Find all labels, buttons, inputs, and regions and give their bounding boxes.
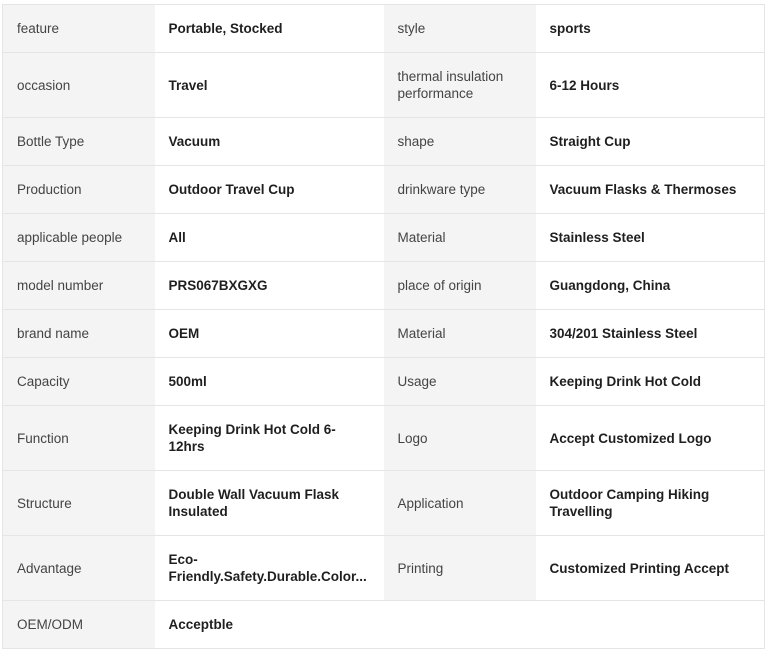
spec-value: Acceptble — [155, 601, 384, 649]
table-row — [3, 471, 765, 536]
spec-value: sports — [536, 5, 765, 53]
table-row — [3, 536, 765, 601]
table-row — [3, 262, 765, 310]
spec-key: Function — [3, 406, 155, 471]
spec-key: place of origin — [384, 262, 536, 310]
spec-key: Advantage — [3, 536, 155, 601]
spec-value: Guangdong, China — [536, 262, 765, 310]
spec-key: brand name — [3, 310, 155, 358]
spec-key: Application — [384, 471, 536, 536]
table-row — [3, 601, 765, 649]
spec-value-line-2: Friendly.Safety.Durable.Color... — [168, 569, 367, 584]
spec-key: feature — [3, 5, 155, 53]
spec-key: shape — [384, 118, 536, 166]
spec-key: Structure — [3, 471, 155, 536]
spec-value: Keeping Drink Hot Cold 6-12hrs — [155, 406, 384, 471]
spec-key: model number — [3, 262, 155, 310]
spec-value: 304/201 Stainless Steel — [536, 310, 765, 358]
spec-value: Double Wall Vacuum Flask Insulated — [155, 471, 384, 536]
table-row — [3, 214, 765, 262]
spec-value: Straight Cup — [536, 118, 765, 166]
spec-key-empty — [384, 601, 536, 649]
spec-key: Printing — [384, 536, 536, 601]
spec-value: PRS067BXGXG — [155, 262, 384, 310]
spec-key: occasion — [3, 53, 155, 118]
spec-value: All — [155, 214, 384, 262]
spec-value: Outdoor Travel Cup — [155, 166, 384, 214]
spec-key: Material — [384, 214, 536, 262]
spec-key: applicable people — [3, 214, 155, 262]
spec-value: Customized Printing Accept — [536, 536, 765, 601]
spec-value: Travel — [155, 53, 384, 118]
spec-value — [155, 536, 384, 601]
table-row — [3, 53, 765, 118]
spec-key: Bottle Type — [3, 118, 155, 166]
spec-value: Outdoor Camping Hiking Travelling — [536, 471, 765, 536]
spec-value-line-1: Eco- — [168, 552, 198, 567]
spec-key: Logo — [384, 406, 536, 471]
spec-value: Vacuum Flasks & Thermoses — [536, 166, 765, 214]
spec-value: OEM — [155, 310, 384, 358]
spec-key: Material — [384, 310, 536, 358]
spec-key: thermal insulation performance — [384, 53, 536, 118]
spec-value: 500ml — [155, 358, 384, 406]
table-row — [3, 166, 765, 214]
spec-key: Production — [3, 166, 155, 214]
spec-value-empty — [536, 601, 765, 649]
spec-key: style — [384, 5, 536, 53]
table-row — [3, 310, 765, 358]
spec-key: drinkware type — [384, 166, 536, 214]
spec-value: Keeping Drink Hot Cold — [536, 358, 765, 406]
product-spec-table — [2, 4, 765, 649]
table-row — [3, 406, 765, 471]
spec-key: OEM/ODM — [3, 601, 155, 649]
spec-key: Capacity — [3, 358, 155, 406]
spec-value: Stainless Steel — [536, 214, 765, 262]
spec-value: Vacuum — [155, 118, 384, 166]
spec-value: Portable, Stocked — [155, 5, 384, 53]
spec-value: 6-12 Hours — [536, 53, 765, 118]
table-row — [3, 358, 765, 406]
spec-key: Usage — [384, 358, 536, 406]
spec-value: Accept Customized Logo — [536, 406, 765, 471]
table-row — [3, 118, 765, 166]
table-row — [3, 5, 765, 53]
